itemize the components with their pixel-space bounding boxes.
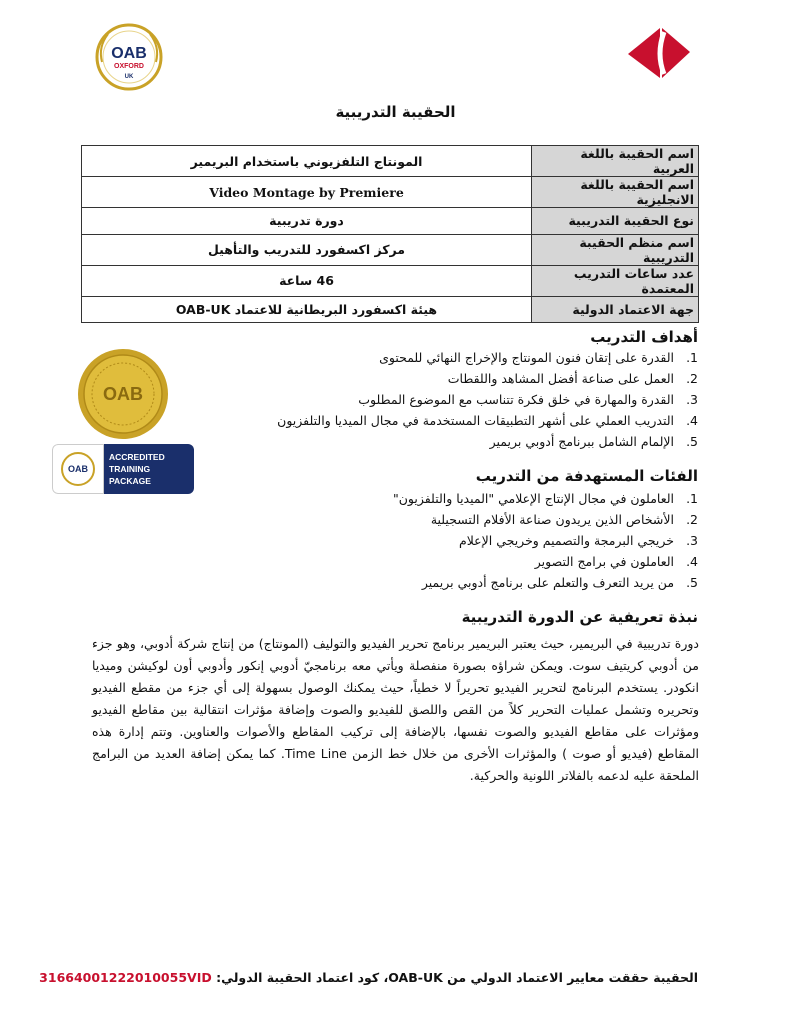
svg-text:OAB: OAB: [111, 45, 147, 62]
list-item: [277, 347, 698, 368]
item-text: القدرة والمهارة في خلق فكرة تتناسب مع الموضوع المطلوب: [358, 392, 675, 407]
svg-text:OAB: OAB: [103, 384, 143, 404]
document-title: الحقيبة التدريبية: [335, 103, 456, 121]
item-text: العاملون في برامج التصوير: [534, 554, 675, 569]
footer-text: الحقيبة حققت معايير الاعتماد الدولي من OAB-UK، كود اعتماد الحقيبة الدولي:: [211, 970, 698, 985]
item-number: 2.: [686, 512, 698, 527]
gold-seal-icon: [76, 347, 170, 441]
list-item: [393, 572, 698, 593]
row-value: Video Montage by Premiere: [82, 177, 532, 208]
svg-text:UK: UK: [124, 74, 134, 80]
item-number: 1.: [686, 350, 698, 365]
item-number: 2.: [686, 371, 698, 386]
row-value: هيئة اكسفورد البريطانية للاعتماد OAB-UK: [82, 296, 532, 323]
item-number: 1.: [686, 491, 698, 506]
objectives-heading: أهداف التدريب: [590, 328, 698, 346]
package-info-table: [81, 145, 699, 323]
item-number: 5.: [686, 434, 698, 449]
item-text: من يريد التعرف والتعلم على برنامج أدوبي بريمير: [421, 575, 675, 590]
list-item: [277, 368, 698, 389]
about-heading: نبذة تعريفية عن الدورة التدريبية: [461, 608, 698, 626]
list-item: [277, 431, 698, 452]
item-text: الإلمام الشامل ببرنامج أدوبي بريمير: [489, 434, 675, 449]
item-text: القدرة على إتقان فنون المونتاج والإخراج النهائي للمحتوى: [379, 350, 675, 365]
list-item: [393, 509, 698, 530]
accreditation-code: 31664001222010055VID: [39, 970, 212, 985]
item-number: 5.: [686, 575, 698, 590]
list-item: [393, 530, 698, 551]
oxford-center-logo: [626, 26, 692, 80]
table-row: [82, 265, 699, 296]
mini-logo-icon: [52, 444, 104, 494]
row-label: اسم الحقيبة باللغة العربية: [532, 146, 699, 177]
item-text: التدريب العملي على أشهر التطبيقات المستخدمة في مجال الميديا والتلفزيون: [277, 413, 675, 428]
audience-heading: الفئات المستهدفة من التدريب: [475, 467, 698, 485]
table-row: [82, 208, 699, 235]
row-value: المونتاج التلفزيوني باستخدام البريمير: [82, 146, 532, 177]
row-label: اسم منظم الحقيبة التدريبية: [532, 234, 699, 265]
badge-line-2: TRAINING PACKAGE: [109, 464, 151, 486]
row-label: عدد ساعات التدريب المعتمدة: [532, 265, 699, 296]
item-number: 3.: [686, 392, 698, 407]
row-label: اسم الحقيبة باللغة الانجليزية: [532, 177, 699, 208]
item-number: 4.: [686, 413, 698, 428]
table-row: [82, 177, 699, 208]
list-item: [277, 389, 698, 410]
svg-text:OXFORD: OXFORD: [114, 63, 144, 70]
item-text: العمل على صناعة أفضل المشاهد واللقطات: [447, 371, 675, 386]
table-row: [82, 296, 699, 323]
item-text: خريجي البرمجة والتصميم وخريجي الإعلام: [458, 533, 675, 548]
row-value: دورة تدريبية: [82, 208, 532, 235]
row-label: جهة الاعتماد الدولية: [532, 296, 699, 323]
oab-oxford-logo: [92, 22, 166, 92]
item-number: 3.: [686, 533, 698, 548]
item-text: الأشخاص الذين يريدون صناعة الأفلام التسجيلية: [430, 512, 675, 527]
list-item: [393, 488, 698, 509]
list-item: [393, 551, 698, 572]
audience-list: [393, 488, 698, 593]
list-item: [277, 410, 698, 431]
item-text: العاملون في مجال الإنتاج الإعلامي "الميديا والتلفزيون": [392, 491, 675, 506]
table-row: [82, 234, 699, 265]
svg-text:OAB: OAB: [68, 464, 88, 474]
footer-accreditation: [39, 970, 698, 985]
table-row: [82, 146, 699, 177]
row-value: 46 ساعة: [82, 265, 532, 296]
accredited-badge: [52, 444, 194, 494]
item-number: 4.: [686, 554, 698, 569]
row-label: نوع الحقيبة التدريبية: [532, 208, 699, 235]
row-value: مركز اكسفورد للتدريب والتأهيل: [82, 234, 532, 265]
badge-line-1: ACCREDITED: [109, 452, 165, 462]
objectives-list: [277, 347, 698, 452]
about-paragraph: دورة تدريبية في البريمير، حيث يعتبر البريمير برنامج تحرير الفيديو والتوليف (المونتاج) من إنتاج شركة أدوبي، وهو جزء من أدوبي كريتيف سوت. ويمكن شراؤه بصورة منفصلة ويأتي معه برنامجيّ أدوبي إنكور وأدوبي أون لوكيشن وميديا انكودر. يستخدم البرنامج لتحرير الفيديو تحريراً لا خطياً، حيث يمكنك الوصول بسهولة إلى أي جزء من مقطع الفيديو وتحريره وتشمل عمليات التحرير كلاً من القص واللصق للفيديو والصوت وإضافة مؤثرات انتقالية بين مقاطع الفيديو ومؤثرات على مقاطع الفيديو والصوت نفسها، بالإضافة إلى تركيب المقاطع والأصوات والعناوين. وتتم إدارة هذه المقاطع (فيديو أو صوت ) والمؤثرات الأخرى من خلال خط الزمن Time Line. كما يمكن إضافة العديد من البرامج الملحقة عليه لدعمه بالفلاتر اللونية والحركية.: [92, 636, 699, 783]
